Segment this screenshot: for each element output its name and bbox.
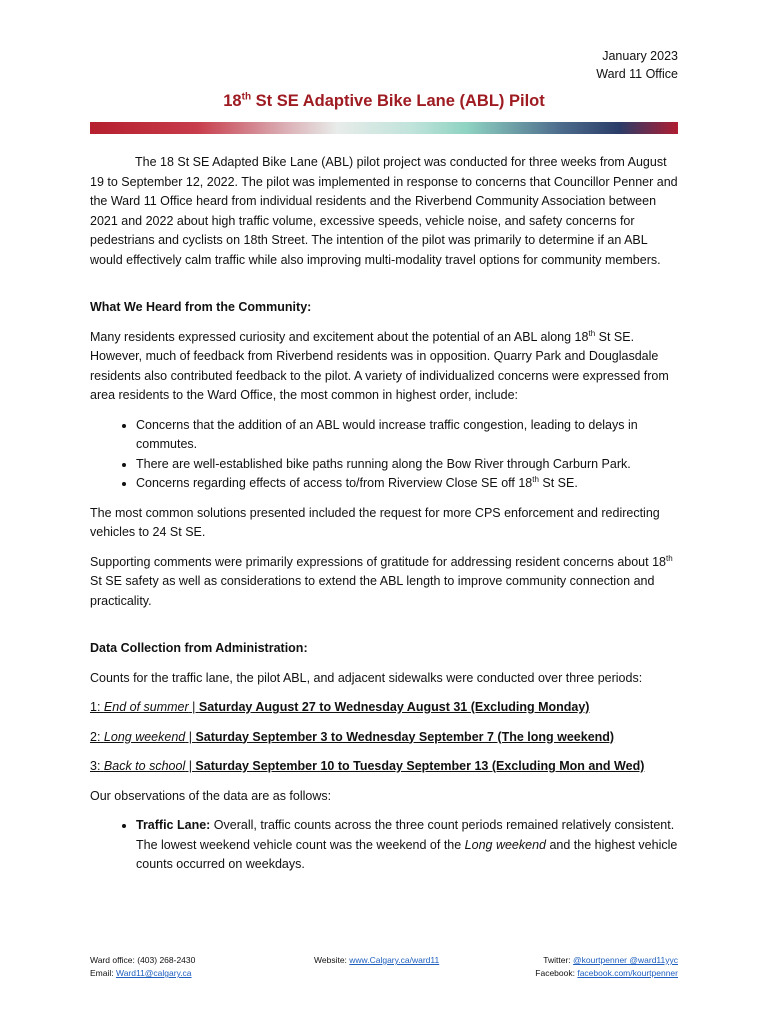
list-item: • Concerns that the addition of an ABL would increase traffic congestion, leading to delays in commutes. bbox=[136, 416, 680, 455]
intro-paragraph: The 18 St SE Adapted Bike Lane (ABL) pilot project was conducted for three weeks from August 19 to September 12, 2022. The pilot was implemented in response to concerns that Councillor Penner and the Ward 11 Office heard from individual residents and the Riverbend Community Association between 2021 and 2022 about high traffic volume, excessive speeds, vehicle noise, and safety concerns for pedestrians and cyclists on 18th Street. The intention of the pilot was primarily to determine if an ABL would effectively calm traffic while also improving multi-modality travel options for community members. bbox=[90, 155, 678, 267]
community-paragraph-1: Many residents expressed curiosity and excitement about the potential of an ABL along 18th St SE. However, much of feedback from Riverbend residents was in opposition. Quarry Park and Douglasdale residents also contributed feedback to the pilot. A variety of individualized concerns were expressed from area residents to the Ward Office, the most common in highest order, include: bbox=[90, 328, 669, 402]
footer-email-line: Email: Ward11@calgary.ca bbox=[90, 968, 192, 978]
office-name: Ward 11 Office bbox=[596, 67, 678, 81]
observations-list bbox=[90, 816, 680, 875]
community-paragraph-2: The most common solutions presented included the request for more CPS enforcement and redirecting vehicles to 24 St SE. bbox=[90, 505, 660, 539]
data-intro: Counts for the traffic lane, the pilot ABL, and adjacent sidewalks were conducted over three periods: bbox=[90, 670, 643, 685]
decorative-color-band bbox=[90, 122, 678, 134]
list-item: • Concerns regarding effects of access to/from Riverview Close SE off 18th St SE. bbox=[136, 474, 680, 494]
document-body bbox=[90, 153, 680, 885]
email-link[interactable]: Ward11@calgary.ca bbox=[115, 968, 192, 978]
period-2: 2: Long weekend | Saturday September 3 to Wednesday September 7 (The long weekend) bbox=[90, 729, 615, 744]
header-meta bbox=[596, 47, 678, 83]
period-1: 1: End of summer | Saturday August 27 to Wednesday August 31 (Excluding Monday) bbox=[90, 700, 590, 714]
period-3: 3: Back to school | Saturday September 10 to Tuesday September 13 (Excluding Mon and Wed) bbox=[90, 759, 645, 773]
footer-phone: Ward office: (403) 268-2430 bbox=[90, 955, 196, 965]
list-item: • Traffic Lane: Overall, traffic counts across the three count periods remained relatively consistent. The lowest weekend vehicle count was the weekend of the Long weekend and the highest vehicle counts occurred on weekdays. bbox=[136, 816, 680, 875]
footer-contact bbox=[90, 954, 195, 980]
list-item: • There are well-established bike paths running along the Bow River through Carburn Park. bbox=[136, 455, 680, 475]
document-date: January 2023 bbox=[602, 49, 678, 63]
footer-twitter-line: Twitter: @kourtpenner @ward11yyc bbox=[543, 955, 678, 965]
footer-social bbox=[535, 954, 678, 980]
community-paragraph-3: Supporting comments were primarily expressions of gratitude for addressing resident concerns about 18th St SE safety as well as considerations to extend the ABL length to improve community connection and practicality. bbox=[90, 553, 673, 608]
page-title: 18th St SE Adaptive Bike Lane (ABL) Pilot bbox=[223, 91, 545, 110]
observations-intro: Our observations of the data are as follows: bbox=[90, 788, 332, 803]
twitter-link[interactable]: @kourtpenner @ward11yyc bbox=[573, 955, 678, 965]
facebook-link[interactable]: facebook.com/kourtpenner bbox=[577, 968, 678, 978]
concerns-list bbox=[90, 416, 680, 494]
website-link[interactable]: www.Calgary.ca/ward11 bbox=[349, 955, 440, 965]
community-heading: What We Heard from the Community: bbox=[90, 300, 312, 314]
footer-website-line: Website: www.Calgary.ca/ward11 bbox=[314, 955, 440, 965]
footer-facebook-line: Facebook: facebook.com/kourtpenner bbox=[535, 968, 678, 978]
data-heading: Data Collection from Administration: bbox=[90, 641, 308, 655]
